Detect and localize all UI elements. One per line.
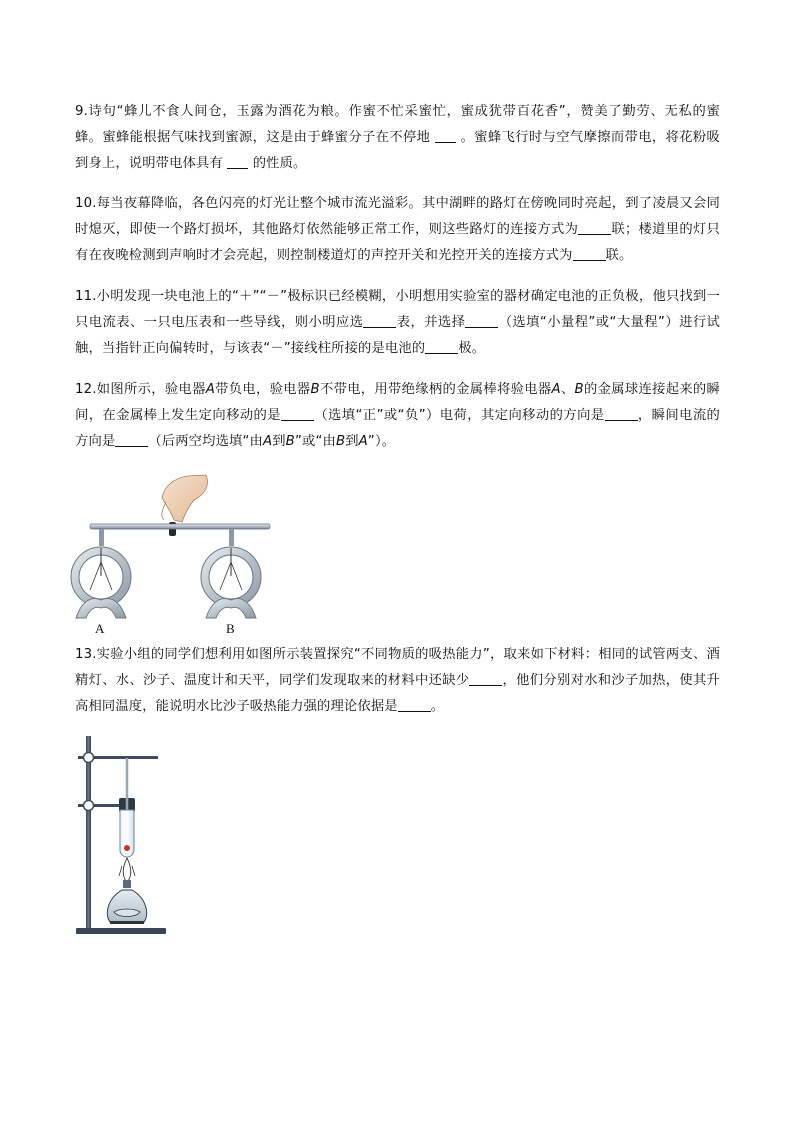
label-a: A (95, 621, 105, 636)
answer-blank[interactable] (363, 312, 396, 328)
lamp-wick-holder (123, 880, 131, 888)
electroscope-figure (66, 472, 278, 640)
clamp-knob-icon (84, 801, 94, 811)
answer-blank[interactable] (465, 312, 498, 328)
electroscope-a (71, 529, 131, 618)
metal-rod (90, 524, 270, 529)
flame-icon (123, 858, 131, 882)
answer-blank[interactable] (435, 127, 456, 143)
stand-pole (86, 736, 91, 930)
question-9 (75, 99, 720, 177)
answer-blank[interactable] (398, 696, 431, 712)
answer-blank[interactable] (469, 670, 502, 686)
electroscope-b (201, 529, 261, 618)
question-13 (75, 642, 720, 720)
question-10-text: 10.每当夜幕降临，各色闪亮的灯光让整个城市流光溢彩。其中湖畔的路灯在傍晚同时亮起，到了凌晨又会同时熄灭，即使一个路灯损坏，其他路灯依然能够正常工作，则这些路灯的连接方式为 联；楼道里的灯只有在夜晚检测到声响时才会亮起，则控制楼道灯的声控开关和光控开关的连接方式为 联。 (75, 196, 720, 263)
alcohol-lamp-icon (107, 890, 146, 922)
question-13-text: 13.实验小组的同学们想利用如图所示装置探究“不同物质的吸热能力”，取来如下材料：相同的试管两支、酒精灯、水、沙子、温度计和天平，同学们发现取来的材料中还缺少 ，他们分别对水和沙子加热，使其升高相同温度，能说明水比沙子吸热能力强的理论依据是 。 (75, 647, 720, 714)
answer-blank[interactable] (281, 405, 314, 421)
heating-apparatus-figure (70, 732, 170, 940)
question-11 (75, 284, 720, 362)
answer-blank[interactable] (573, 245, 606, 261)
answer-blank[interactable] (578, 219, 611, 235)
answer-blank[interactable] (115, 431, 148, 447)
answer-blank[interactable] (227, 153, 248, 169)
stand-base (76, 928, 166, 934)
question-12-text: 12.如图所示，验电器A带负电，验电器B不带电，用带绝缘柄的金属棒将验电器A、B的金属球连接起来的瞬间，在金属棒上发生定向移动的是 （选填“正”或“负”）电荷，其定向移动的方向是 ，瞬间电流的方向是 （后两空均选填“由A到B”或“由B到A”）。 (75, 382, 721, 449)
question-10 (75, 191, 720, 269)
question-11-text: 11.小明发现一块电池上的“＋”“－”极标识已经模糊，小明想用实验室的器材确定电池的正负极，他只找到一只电流表、一只电压表和一些导线，则小明应选 表，并选择 （选填“小量程”或“大量程”）进行试触，当指针正向偏转时，与该表“－”接线柱所接的是电池的 极。 (75, 289, 720, 356)
question-12 (75, 377, 720, 455)
answer-blank[interactable] (425, 338, 458, 354)
answer-blank[interactable] (605, 405, 638, 421)
question-9-text: 9.诗句“蜂儿不食人间仓，玉露为酒花为粮。作蜜不忙采蜜忙，蜜成犹带百花香”，赞美了勤劳、无私的蜜蜂。蜜蜂能根据气味找到蜜源，这是由于蜂蜜分子在不停地 。蜜蜂飞行时与空气摩擦而带电，将花粉吸到身上，说明带电体具有 的性质。 (75, 104, 720, 171)
clamp-knob-icon (84, 753, 94, 763)
label-b: B (226, 621, 235, 636)
